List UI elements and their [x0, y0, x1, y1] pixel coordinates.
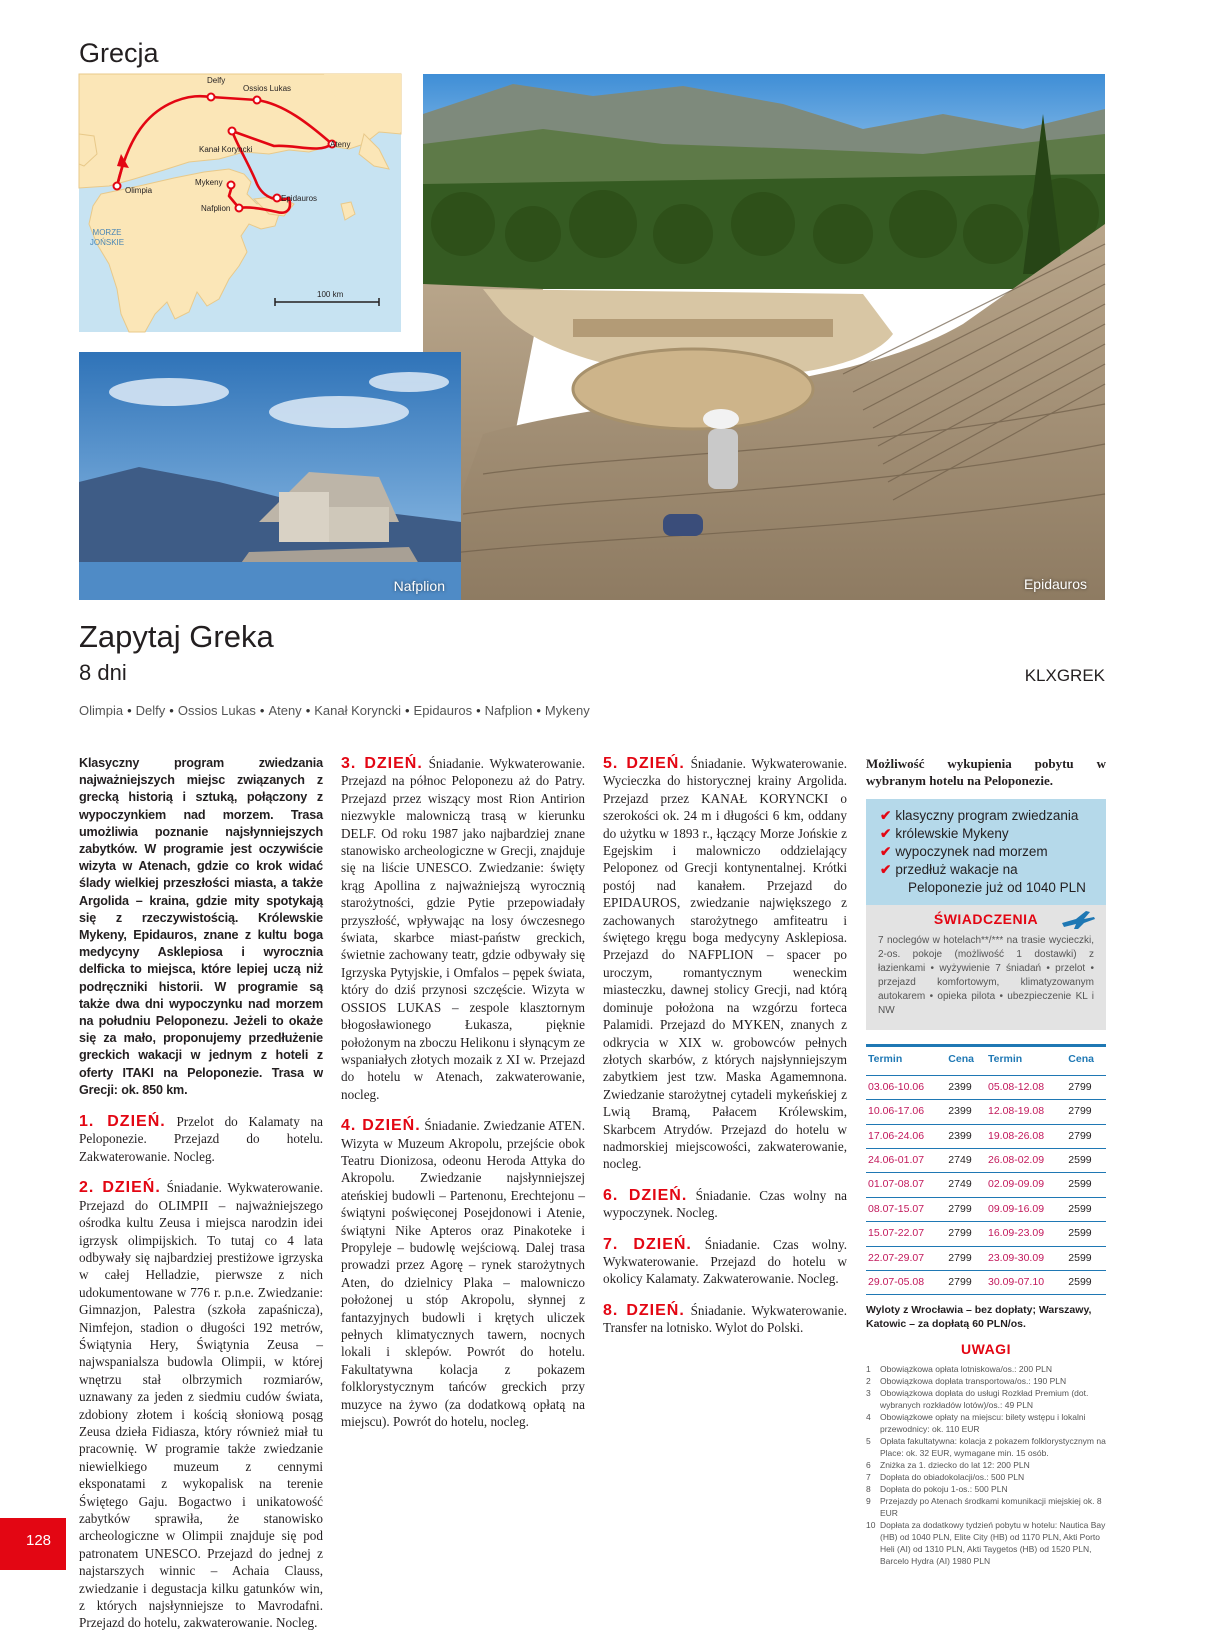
program-column-2: [341, 755, 585, 1430]
table-row: 24.06-01.07 2749 26.08-02.09 2599: [866, 1149, 1106, 1173]
header-price: Cena: [946, 1046, 986, 1075]
check-icon: ✔: [880, 826, 892, 841]
photo-nafplion: [79, 352, 461, 600]
notes-title: UWAGI: [961, 1341, 1011, 1358]
services-title: ŚWIADCZENIA: [933, 911, 1039, 927]
services-box: [866, 905, 1106, 1030]
photo-caption-epidauros: Epidauros: [1023, 576, 1087, 592]
day-3: [341, 755, 585, 1103]
day-7-heading: 7. DZIEŃ.: [603, 1235, 692, 1253]
day-7-text: Śniadanie. Czas wolny. Wykwaterowanie. Przejazd do hotelu w okolicy Kalamaty. Zakwaterowanie. Nocleg.: [603, 1236, 848, 1287]
header-price: Cena: [1066, 1046, 1106, 1075]
table-row: 29.07-05.08 2799 30.09-07.10 2599: [866, 1271, 1106, 1295]
program-intro: Klasyczny program zwiedzania najważniejszych miejsc związanych z grecką historią i sztuką, połączony z wypoczynkiem nad morzem. Trasa umożliwia poznanie najsłynniejszych zabytków. W programie jest oczywiście wizyta w Atenach, gdzie co krok widać ślady wielkiej przeszłości miasta, a także Argolida – kraina, gdzie mity spotykają się z rzeczywistością. Królewskie Mykeny, Epidauros, znane z kultu boga medycyny Asklepiosa i wyrocznia delficka to miejsca, które lepiej uczą niż podręczniki historii. W programie są także dwa dni wypoczynku nad morzem na południu Peloponezu. Jeżeli to okaże się za mało, proponujemy przedłużenie greckich wakacji w jednym z hoteli z oferty ITAKI na Peloponezie. Trasa w Grecji: ok. 850 km.: [79, 756, 323, 1097]
day-3-heading: 3. DZIEŃ.: [341, 755, 423, 772]
check-icon: ✔: [880, 844, 892, 859]
note-item: 8 Dopłata do pokoju 1-os.: 500 PLN: [866, 1483, 1008, 1494]
day-6-heading: 6. DZIEŃ.: [603, 1186, 688, 1204]
offer-sidebar: [866, 755, 1106, 1567]
highlights-box: [866, 799, 1106, 905]
page-number: 128: [26, 1532, 52, 1549]
day-1-text: Przelot do Kalamaty na Peloponezie. Przejazd do hotelu. Zakwaterowanie. Nocleg.: [79, 1114, 323, 1164]
page-country-title: Grecja: [79, 38, 159, 68]
map-label-ossios-lukas: Ossios Lukas: [243, 84, 292, 93]
highlight-item-cont: Peloponezie już od 1040 PLN: [908, 880, 1086, 895]
price-table: [866, 1044, 1106, 1295]
header-term: Termin: [866, 1046, 946, 1075]
program-column-1: [79, 755, 323, 1632]
note-item: 7 Dopłata do obiadokolacji/os.: 500 PLN: [866, 1471, 1025, 1482]
map-label-kanal-koryncki: Kanał Koryncki: [199, 145, 253, 154]
day-6-text: Śniadanie. Czas wolny na wypoczynek. Nocleg.: [603, 1187, 847, 1221]
day-4-heading: 4. DZIEŃ.: [341, 1117, 421, 1135]
day-2-heading: 2. DZIEŃ.: [79, 1179, 161, 1197]
table-row: 03.06-10.06 2399 05.08-12.08 2799: [866, 1075, 1106, 1099]
day-6: [603, 1187, 847, 1222]
route-stop: Ossios Lukas: [177, 703, 256, 718]
highlight-item: ✔ przedłuż wakacje na: [880, 862, 1018, 877]
highlight-item: ✔ królewskie Mykeny: [880, 826, 1009, 841]
check-icon: ✔: [880, 862, 892, 877]
note-item: 9 Przejazdy po Atenach środkami komunikacji miejskiej ok. 8 EUR: [866, 1495, 1102, 1518]
route-stop: Kanał Koryncki: [314, 703, 401, 718]
map-label-olimpia: Olimpia: [125, 186, 153, 195]
airplane-icon: [1060, 909, 1096, 931]
tour-duration: 8 dni: [79, 660, 127, 685]
route-stop: Delfy: [135, 703, 166, 718]
day-7: [603, 1236, 847, 1288]
day-3-text: Śniadanie. Wykwaterowanie. Przejazd na północ Peloponezu aż do Patry. Przejazd przez wiszący most Rion Antirion niezwykle malowniczą trasą w kierunku DELF. Od roku 1987 jako najbardziej znane stanowisko archeologiczne w Grecji, znajduje się na liście UNESCO. Zwiedzanie: święty krąg Apollina z najważniejszą wyrocznią starożytności, gdzie Pytie przepowiadały przyszłość, wpływając na losy ówczesnego świata, skarbce miast-państw greckich, świetnie zachowany teatr, gdzie odbywały się Igrzyska Pytyjskie, i Omfalos – pępek świata, który do dziś przynosi szczęście. Wizyta w OSSIOS LUKAS – zespole klasztornym błogosławionego Łukasza, pięknie położonym na zboczu Helikonu i słynącym ze wspaniałych złotych mozaik z XI w. Przejazd do hotelu w Atenach, zakwaterowanie, nocleg.: [341, 756, 585, 1102]
tour-route: Olimpia • Delfy • Ossios Lukas • Ateny • Kanał Koryncki • Epidauros • Nafplion • Mykeny: [79, 703, 590, 718]
photo-epidauros: [423, 74, 1105, 600]
day-5-text: Śniadanie. Wykwaterowanie. Wycieczka do historycznej krainy Argolida. Przejazd przez KANAŁ KORYNCKI o szerokości ok. 24 m i długości 6 km, oddany do użytku w 1893 r., łączący Morze Jońskie z Egejskim i malowniczo oddzielający Peloponez od Grecji kontynentalnej. Krótki postój nad kanałem. Przejazd do EPIDAUROS, zwiedzanie największego z zachowanych starożytnego amfiteatru i świętego kręgu boga medycyny Asklepiosa. Przejazd do NAFPLION – spacer po uroczym, romantycznym weneckim miasteczku, dawnej stolicy Grecji, nad którą dominuje położona na wzgórzu forteca Palamidi. Przejazd do MYKEN, znanych z odkrycia w XIX w. grobowców pełnych złotych skarbów, z których najsłynniejszym zabytkiem jest tzw. Maska Agamemnona. Zwiedzanie starożytnej cytadeli mykeńskiej z Lwią Bramą, Pałacem Królewskim, Skarbcem Atrydów. Przejazd do hotelu w nadmorskiej miejscowości, zakwaterowanie, nocleg.: [603, 756, 847, 1172]
map-label-sea: MORZE JOŃSKIE: [89, 228, 125, 247]
route-stop: Ateny: [268, 703, 302, 718]
day-4: [341, 1117, 585, 1430]
note-item: 10 Dopłata za dodatkowy tydzień pobytu w hotelu: Nautica Bay (HB) od 1040 PLN, Elite City (HB) od 1170 PLN, Akti Porto Heli (AI) od 1310 PLN, Akti Taygetos (HB) od 1520 PLN, Barcelo Hydra (AI) 1980 PLN: [866, 1519, 1106, 1566]
day-5: [603, 755, 847, 1173]
map-label-nafplion: Nafplion: [201, 204, 231, 213]
tour-code: KLXGREK: [1024, 666, 1105, 685]
day-2-text: Śniadanie. Wykwaterowanie. Przejazd do OLIMPII – najważniejszego ośrodka kultu Zeusa i miejsca narodzin idei igrzysk olimpijskich. To tutaj co 4 lata odbywały się najbardziej prestiżowe igrzyska w całej Helladzie, pierwsze z nich udokumentowane w 776 r. p.n.e. Zwiedzanie: Gimnazjon, Palestra (szkoła zapaśnicza), Nimfejon, stadion o długości 192 metrów, Świątynia Hery, Świątynia Zeusa – najwspanialsza budowla Olimpii, w której wnętrzu stał olbrzymich rozmiarów, uznawany za jeden z siedmiu cudów świata, zdobiony złotem i kością słoniową posąg Zeusa dzieła Fidiasza, który również miał tu pracownię. W programie także zwiedzanie niewielkiego muzeum z cennymi eksponatami z wykopalisk na terenie Świętego Gaju. Bogactwo i unikatowość zabytków sprawiła, że stanowisko archeologiczne w Olimpii znajduje się pod patronatem UNESCO. Przejazd do jednej z najstarszych winnic – Achaia Clauss, zwiedzanie i degustacja kilku gatunków win, z których najsłynniejsze to Mavrodafni. Przejazd do hotelu, zakwaterowanie. Nocleg.: [79, 1180, 323, 1631]
offer-intro: Możliwość wykupienia pobytu w wybranym hotelu na Peloponezie.: [866, 756, 1106, 788]
departures-info: Wyloty z Wrocławia – bez dopłaty; Warszawy, Katowic – za dopłatą 60 PLN/os.: [866, 1304, 1092, 1331]
note-item: 6 Zniżka za 1. dziecko do lat 12: 200 PLN: [866, 1459, 1030, 1470]
day-8-text: Śniadanie. Wykwaterowanie. Transfer na lotnisko. Wylot do Polski.: [603, 1302, 847, 1336]
services-text: 7 noclegów w hotelach**/*** na trasie wycieczki, 2-os. pokoje (możliwość 1 dostawki) z łazienkami • wyżywienie 7 śniadań • przelot • przejazd komfortowym, klimatyzowanym autokarem • opieka pilota • ubezpieczenie KL i NW: [878, 935, 1094, 1017]
tour-title: Zapytaj Greka: [79, 619, 274, 654]
table-row: 17.06-24.06 2399 19.08-26.08 2799: [866, 1124, 1106, 1148]
day-1: [79, 1113, 323, 1165]
table-row: 15.07-22.07 2799 16.09-23.09 2599: [866, 1222, 1106, 1246]
note-item: 3 Obowiązkowa dopłata do usługi Rozkład Premium (dot. wybranych rozkładów lotów)/os.: 49 PLN: [866, 1387, 1089, 1410]
map-label-mykeny: Mykeny: [195, 178, 223, 187]
note-item: 4 Obowiązkowe opłaty na miejscu: bilety wstępu i lokalni przewodnicy: ok. 110 EUR: [866, 1411, 1086, 1434]
table-row: 10.06-17.06 2399 12.08-19.08 2799: [866, 1100, 1106, 1124]
table-row: 22.07-29.07 2799 23.09-30.09 2599: [866, 1246, 1106, 1270]
day-8: [603, 1302, 847, 1337]
price-table-header: [866, 1046, 1106, 1075]
map-graphic: [79, 74, 401, 332]
highlight-item: ✔ klasyczny program zwiedzania: [880, 808, 1079, 823]
day-4-text: Śniadanie. Zwiedzanie ATEN. Wizyta w Muzeum Akropolu, przejście obok Teatru Dionizosa, odeonu Heroda Attyka do Akropolu. Zwiedzanie najsłynniejszej ateńskiej budowli – Partenonu, Erechtejonu – świątyni poświęconej Posejdonowi i Atenie, świątyni Nike Apteros oraz Pinakoteke i Propyleje – budowlę wejściową. Dalej trasa prowadzi przez Agorę – rynek starożytnych Aten, do dzielnicy Plaka – malowniczo położonej u stóp Akropolu, słynnej z fantazyjnych budowli i krętych uliczek pełnych klimatycznych tawern, nocnych lokali i sklepów. Powrót do hotelu. Fakultatywna kolacja z pokazem folklorystycznym tańców greckich przy muzyce na żywo (za dodatkową opłatą na miejscu). Powrót do hotelu, nocleg.: [341, 1118, 585, 1430]
route-stop: Olimpia: [79, 703, 124, 718]
map-label-epidauros: Epidauros: [281, 194, 318, 203]
photo-caption-nafplion: Nafplion: [393, 578, 445, 594]
notes-list: [866, 1363, 1106, 1567]
day-2: [79, 1179, 323, 1632]
table-row: 01.07-08.07 2749 02.09-09.09 2599: [866, 1173, 1106, 1197]
note-item: 1 Obowiązkowa opłata lotniskowa/os.: 200 PLN: [866, 1363, 1052, 1374]
day-8-heading: 8. DZIEŃ.: [603, 1301, 685, 1319]
program-column-3: [603, 755, 847, 1337]
note-item: 2 Obowiązkowa dopłata transportowa/os.: 190 PLN: [866, 1375, 1067, 1386]
route-map: [79, 74, 401, 332]
day-1-heading: 1. DZIEŃ.: [79, 1113, 166, 1131]
route-stop: Mykeny: [544, 703, 590, 718]
route-stop: Nafplion: [484, 703, 533, 718]
note-item: 5 Opłata fakultatywna: kolacja z pokazem folklorystycznym na Place: ok. 32 EUR, wymagane min. 15 osób.: [866, 1435, 1106, 1458]
header-term: Termin: [986, 1046, 1066, 1075]
table-row: 08.07-15.07 2799 09.09-16.09 2599: [866, 1197, 1106, 1221]
map-scale-label: 100 km: [317, 290, 344, 299]
day-5-heading: 5. DZIEŃ.: [603, 755, 685, 772]
check-icon: ✔: [880, 808, 892, 823]
map-label-ateny: Ateny: [330, 140, 351, 149]
map-label-delfy: Delfy: [207, 76, 226, 85]
highlight-item: ✔ wypoczynek nad morzem: [880, 844, 1048, 859]
route-stop: Epidauros: [413, 703, 473, 718]
